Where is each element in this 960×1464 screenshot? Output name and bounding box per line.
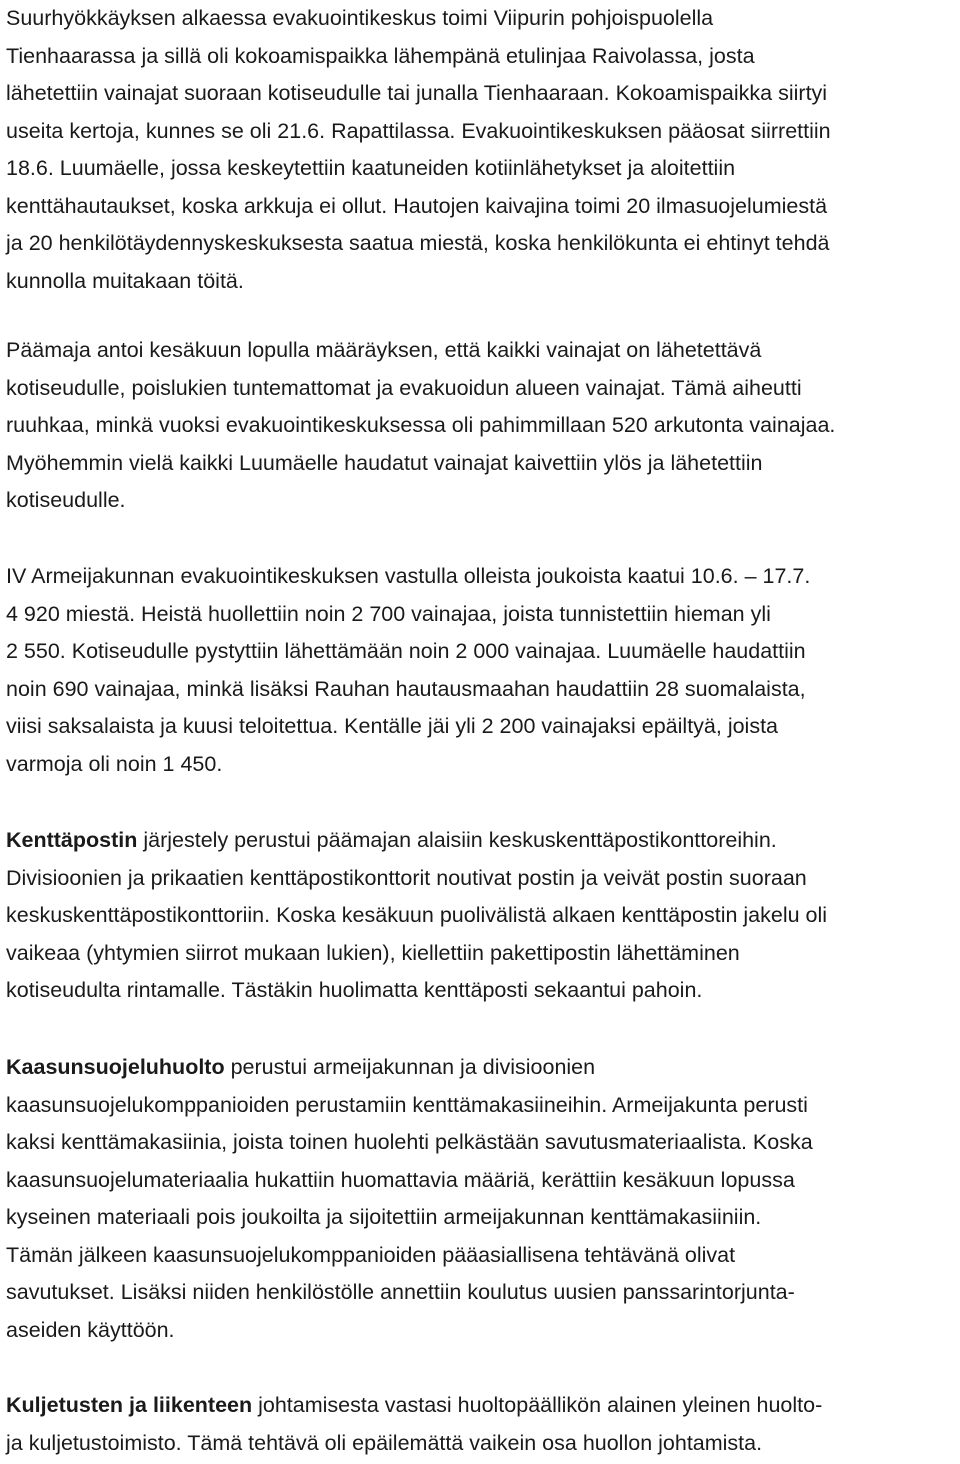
text-line xyxy=(6,1049,813,1087)
paragraph-casualty-statistics xyxy=(6,558,810,783)
text-line: kaasunsuojelukomppanioiden perustamiin kenttämakasiineihin. Armeijakunta perusti xyxy=(6,1092,808,1117)
text-line: Tienhaarassa ja sillä oli kokoamispaikka lähempänä etulinjaa Raivolassa, josta xyxy=(6,43,755,68)
text-line: Myöhemmin vielä kaikki Luumäelle haudatut vainajat kaivettiin ylös ja lähetettiin xyxy=(6,450,763,475)
text-line: viisi saksalaista ja kuusi teloitettua. Kentälle jäi yli 2 200 vainajaksi epäiltyä, joista xyxy=(6,714,779,738)
text-line: kotiseudulta rintamalle. Tästäkin huolimatta kenttäposti sekaantui pahoin. xyxy=(6,978,703,1002)
text-line: savutukset. Lisäksi niiden henkilöstölle annettiin koulutus uusien panssarintorjunta- xyxy=(6,1280,795,1304)
text-line: Divisioonien ja prikaatien kenttäpostikonttorit noutivat postin ja veivät postin suoraan xyxy=(6,865,807,890)
text-line: Tämän jälkeen kaasunsuojelukomppanioiden pääasiallisena tehtävänä olivat xyxy=(6,1242,736,1267)
text-line: 2 550. Kotiseudulle pystyttiin lähettämään noin 2 000 vainajaa. Luumäelle haudattiin xyxy=(6,639,806,663)
text-line: 18.6. Luumäelle, jossa keskeytettiin kaatuneiden kotiinlähetykset ja aloitettiin xyxy=(6,156,736,180)
paragraph-transport-traffic xyxy=(6,1387,822,1462)
text-line: ja kuljetustoimisto. Tämä tehtävä oli epäilemättä vaikein osa huollon johtamista. xyxy=(6,1430,763,1455)
text-line xyxy=(6,822,827,860)
text-line: useita kertoja, kunnes se oli 21.6. Rapattilassa. Evakuointikeskuksen pääosat siirrettiin xyxy=(6,118,831,143)
text-line: ruuhkaa, minkä vuoksi evakuointikeskuksessa oli pahimmillaan 520 arkutonta vainajaa. xyxy=(6,413,836,437)
text-line: kotiseudulle. xyxy=(6,488,126,512)
paragraph-lead-term: Kuljetusten ja liikenteen xyxy=(6,1393,253,1417)
text-line: Suurhyökkäyksen alkaessa evakuointikeskus toimi Viipurin pohjoispuolella xyxy=(6,6,714,30)
text-line: noin 690 vainajaa, minkä lisäksi Rauhan hautausmaahan haudattiin 28 suomalaista, xyxy=(6,676,806,701)
text-line: kotiseudulle, poislukien tuntemattomat ja evakuoidun alueen vainajat. Tämä aiheutti xyxy=(6,375,802,400)
paragraph-headquarters-order xyxy=(6,332,835,520)
text-line: kaksi kenttämakasiinia, joista toinen huolehti pelkästään savutusmateriaalista. Koska xyxy=(6,1130,813,1154)
text-line: varmoja oli noin 1 450. xyxy=(6,751,223,776)
text-line: kyseinen materiaali pois joukoilta ja sijoitettiin armeijakunnan kenttämakasiiniin. xyxy=(6,1205,762,1229)
paragraph-lead-term: Kaasunsuojeluhuolto xyxy=(6,1055,225,1079)
text-line: ja 20 henkilötäydennyskeskuksesta saatua miestä, koska henkilökunta ei ehtinyt tehdä xyxy=(6,231,830,255)
text-line: lähetettiin vainajat suoraan kotiseudulle tai junalla Tienhaaraan. Kokoamispaikka siirtyi xyxy=(6,81,828,105)
text-fragment: perustui armeijakunnan ja divisioonien xyxy=(224,1055,596,1079)
paragraph-gas-protection xyxy=(6,1049,813,1349)
text-line: IV Armeijakunnan evakuointikeskuksen vastulla olleista joukoista kaatui 10.6. – 17.7. xyxy=(6,564,811,588)
text-line: 4 920 miestä. Heistä huollettiin noin 2 700 vainajaa, joista tunnistettiin hieman yli xyxy=(6,601,771,626)
text-fragment: johtamisesta vastasi huoltopäällikön alainen yleinen huolto- xyxy=(252,1393,823,1417)
text-line: keskuskenttäpostikonttoriin. Koska kesäkuun puolivälistä alkaen kenttäpostin jakelu oli xyxy=(6,903,828,927)
text-line: kenttähautaukset, koska arkkuja ei ollut. Hautojen kaivajina toimi 20 ilmasuojelumiestä xyxy=(6,193,828,218)
text-fragment: järjestely perustui päämajan alaisiin keskuskenttäpostikonttoreihin. xyxy=(137,828,777,852)
paragraph-field-post xyxy=(6,822,827,1010)
text-line: Päämaja antoi kesäkuun lopulla määräyksen, että kaikki vainajat on lähetettävä xyxy=(6,338,762,362)
text-line: kaasunsuojelumateriaalia hukattiin huomattavia määriä, kerättiin kesäkuun lopussa xyxy=(6,1167,795,1192)
paragraph-lead-term: Kenttäpostin xyxy=(6,828,138,852)
text-line: vaikeaa (yhtymien siirrot mukaan lukien), kiellettiin pakettipostin lähettäminen xyxy=(6,940,740,965)
text-line xyxy=(6,1387,822,1425)
text-line: kunnolla muitakaan töitä. xyxy=(6,268,244,293)
paragraph-evacuation-center xyxy=(6,0,831,300)
text-line: aseiden käyttöön. xyxy=(6,1317,175,1342)
